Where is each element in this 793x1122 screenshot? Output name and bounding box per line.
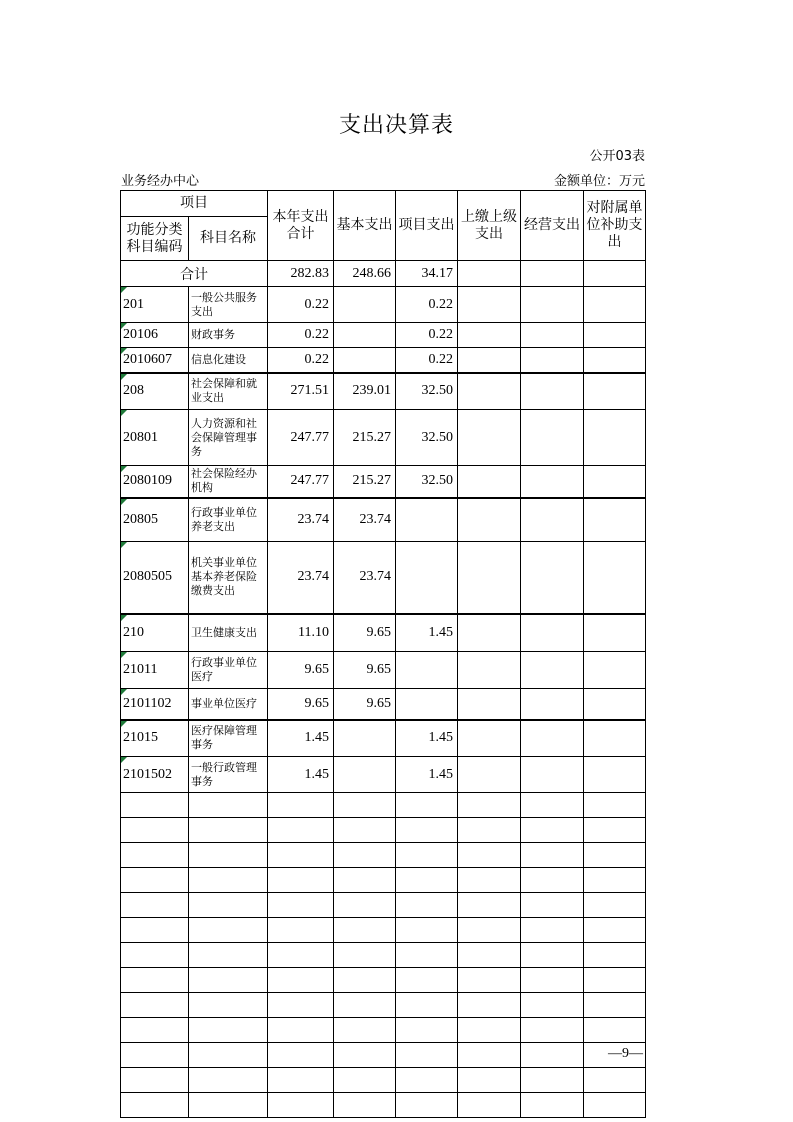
total-cell: 23.74 — [268, 498, 334, 542]
form-number: 公开03表 — [589, 149, 645, 164]
name-cell: 一般公共服务支出 — [189, 287, 268, 323]
subsidiary-cell — [584, 652, 646, 689]
empty-cell — [521, 968, 584, 993]
empty-cell — [334, 968, 396, 993]
empty-cell — [334, 993, 396, 1018]
empty-cell — [121, 868, 189, 893]
header-basic: 基本支出 — [334, 191, 396, 261]
business-cell — [521, 542, 584, 614]
subsidiary-cell — [584, 348, 646, 373]
empty-cell — [458, 943, 521, 968]
empty-cell — [521, 1093, 584, 1118]
table-row — [121, 323, 646, 348]
empty-cell — [121, 993, 189, 1018]
empty-cell — [458, 793, 521, 818]
empty-row — [121, 918, 646, 943]
empty-cell — [121, 818, 189, 843]
upper-cell — [458, 757, 521, 793]
project-cell: 1.45 — [396, 720, 458, 757]
upper-cell — [458, 689, 521, 720]
table-row — [121, 498, 646, 542]
upper-cell — [458, 287, 521, 323]
empty-cell — [521, 943, 584, 968]
empty-cell — [121, 843, 189, 868]
empty-cell — [189, 993, 268, 1018]
total-sum: 282.83 — [268, 261, 334, 287]
subsidiary-cell — [584, 466, 646, 498]
project-cell: 32.50 — [396, 410, 458, 466]
empty-cell — [268, 1093, 334, 1118]
empty-cell — [189, 868, 268, 893]
total-cell: 1.45 — [268, 720, 334, 757]
basic-cell — [334, 720, 396, 757]
empty-cell — [458, 1068, 521, 1093]
empty-cell — [189, 818, 268, 843]
amount-unit: 金额单位：万元 — [553, 174, 645, 189]
total-cell: 11.10 — [268, 614, 334, 652]
empty-row — [121, 1068, 646, 1093]
empty-cell — [458, 993, 521, 1018]
empty-cell — [396, 868, 458, 893]
empty-cell — [334, 843, 396, 868]
code-cell: 210 — [121, 614, 189, 652]
page-number: —9— — [608, 1046, 643, 1061]
basic-cell: 9.65 — [334, 614, 396, 652]
table-row — [121, 287, 646, 323]
project-cell: 0.22 — [396, 348, 458, 373]
empty-cell — [584, 918, 646, 943]
header-upper: 上缴上级支出 — [458, 191, 521, 261]
empty-cell — [521, 918, 584, 943]
total-business — [521, 261, 584, 287]
empty-cell — [396, 993, 458, 1018]
empty-cell — [121, 793, 189, 818]
empty-cell — [521, 1043, 584, 1068]
empty-cell — [396, 818, 458, 843]
upper-cell — [458, 466, 521, 498]
empty-cell — [458, 868, 521, 893]
upper-cell — [458, 323, 521, 348]
business-cell — [521, 373, 584, 410]
empty-cell — [521, 993, 584, 1018]
empty-cell — [268, 943, 334, 968]
empty-row — [121, 868, 646, 893]
subsidiary-cell — [584, 373, 646, 410]
empty-cell — [334, 943, 396, 968]
business-cell — [521, 689, 584, 720]
empty-cell — [584, 943, 646, 968]
empty-cell — [268, 818, 334, 843]
empty-cell — [396, 1018, 458, 1043]
empty-cell — [334, 818, 396, 843]
name-cell: 社会保障和就业支出 — [189, 373, 268, 410]
table-row — [121, 757, 646, 793]
empty-cell — [268, 1043, 334, 1068]
header-name: 科目名称 — [189, 217, 268, 261]
empty-cell — [458, 1043, 521, 1068]
empty-cell — [396, 1043, 458, 1068]
table-row — [121, 689, 646, 720]
basic-cell: 9.65 — [334, 652, 396, 689]
basic-cell: 215.27 — [334, 466, 396, 498]
name-cell: 事业单位医疗 — [189, 689, 268, 720]
empty-cell — [521, 818, 584, 843]
business-cell — [521, 652, 584, 689]
empty-cell — [121, 1018, 189, 1043]
code-cell: 2101502 — [121, 757, 189, 793]
code-cell: 21015 — [121, 720, 189, 757]
subsidiary-cell — [584, 689, 646, 720]
empty-row — [121, 843, 646, 868]
business-cell — [521, 614, 584, 652]
empty-cell — [268, 843, 334, 868]
total-cell: 0.22 — [268, 323, 334, 348]
empty-cell — [334, 918, 396, 943]
name-cell: 行政事业单位养老支出 — [189, 498, 268, 542]
code-cell: 201 — [121, 287, 189, 323]
empty-cell — [396, 793, 458, 818]
business-cell — [521, 498, 584, 542]
basic-cell — [334, 323, 396, 348]
empty-cell — [334, 1043, 396, 1068]
empty-cell — [334, 793, 396, 818]
name-cell: 机关事业单位基本养老保险缴费支出 — [189, 542, 268, 614]
code-cell: 2010607 — [121, 348, 189, 373]
project-cell: 0.22 — [396, 287, 458, 323]
empty-cell — [121, 1093, 189, 1118]
empty-cell — [334, 1068, 396, 1093]
empty-cell — [584, 1068, 646, 1093]
name-cell: 医疗保障管理事务 — [189, 720, 268, 757]
total-row — [121, 261, 646, 287]
empty-cell — [521, 1068, 584, 1093]
empty-cell — [521, 868, 584, 893]
subsidiary-cell — [584, 542, 646, 614]
empty-cell — [584, 1093, 646, 1118]
empty-cell — [189, 1018, 268, 1043]
basic-cell — [334, 757, 396, 793]
name-cell: 行政事业单位医疗 — [189, 652, 268, 689]
project-cell: 1.45 — [396, 614, 458, 652]
empty-cell — [268, 868, 334, 893]
table-row — [121, 466, 646, 498]
basic-cell: 9.65 — [334, 689, 396, 720]
empty-cell — [121, 968, 189, 993]
empty-cell — [584, 868, 646, 893]
header-subsidiary: 对附属单位补助支出 — [584, 191, 646, 261]
expenditure-table — [120, 190, 646, 1118]
total-subsidiary — [584, 261, 646, 287]
upper-cell — [458, 498, 521, 542]
header-business: 经营支出 — [521, 191, 584, 261]
organization-name: 业务经办中心 — [121, 174, 200, 189]
business-cell — [521, 348, 584, 373]
empty-row — [121, 943, 646, 968]
empty-cell — [521, 1018, 584, 1043]
name-cell: 一般行政管理事务 — [189, 757, 268, 793]
empty-cell — [121, 918, 189, 943]
code-cell: 20106 — [121, 323, 189, 348]
empty-cell — [396, 893, 458, 918]
empty-cell — [268, 1018, 334, 1043]
upper-cell — [458, 652, 521, 689]
table-row — [121, 373, 646, 410]
project-cell — [396, 689, 458, 720]
project-cell — [396, 542, 458, 614]
total-cell: 247.77 — [268, 410, 334, 466]
total-cell: 23.74 — [268, 542, 334, 614]
empty-cell — [268, 993, 334, 1018]
project-cell: 32.50 — [396, 466, 458, 498]
total-basic: 248.66 — [334, 261, 396, 287]
name-cell: 财政事务 — [189, 323, 268, 348]
business-cell — [521, 287, 584, 323]
code-cell: 20805 — [121, 498, 189, 542]
table-row — [121, 410, 646, 466]
empty-cell — [521, 793, 584, 818]
empty-row — [121, 793, 646, 818]
header-code: 功能分类科目编码 — [121, 217, 189, 261]
business-cell — [521, 410, 584, 466]
subsidiary-cell — [584, 287, 646, 323]
empty-cell — [189, 1043, 268, 1068]
total-cell: 1.45 — [268, 757, 334, 793]
empty-cell — [334, 893, 396, 918]
total-cell: 9.65 — [268, 689, 334, 720]
empty-cell — [189, 1093, 268, 1118]
empty-cell — [189, 918, 268, 943]
empty-cell — [334, 868, 396, 893]
empty-cell — [121, 1068, 189, 1093]
code-cell: 208 — [121, 373, 189, 410]
header-project: 项目 — [121, 191, 268, 217]
empty-cell — [334, 1018, 396, 1043]
empty-cell — [189, 893, 268, 918]
table-row — [121, 720, 646, 757]
upper-cell — [458, 542, 521, 614]
project-cell — [396, 652, 458, 689]
project-cell — [396, 498, 458, 542]
subsidiary-cell — [584, 410, 646, 466]
basic-cell — [334, 348, 396, 373]
total-cell: 247.77 — [268, 466, 334, 498]
empty-cell — [584, 843, 646, 868]
empty-row — [121, 1093, 646, 1118]
name-cell: 人力资源和社会保障管理事务 — [189, 410, 268, 466]
empty-row — [121, 1018, 646, 1043]
empty-cell — [458, 843, 521, 868]
empty-cell — [121, 893, 189, 918]
empty-cell — [584, 1018, 646, 1043]
page-title: 支出决算表 — [338, 113, 454, 138]
subsidiary-cell — [584, 614, 646, 652]
upper-cell — [458, 720, 521, 757]
project-cell: 0.22 — [396, 323, 458, 348]
empty-row — [121, 893, 646, 918]
empty-cell — [268, 1068, 334, 1093]
empty-cell — [189, 843, 268, 868]
basic-cell: 239.01 — [334, 373, 396, 410]
total-label: 合计 — [121, 261, 268, 287]
header-total: 本年支出合计 — [268, 191, 334, 261]
empty-cell — [458, 893, 521, 918]
empty-cell — [458, 968, 521, 993]
empty-cell — [334, 1093, 396, 1118]
header-project-expenditure: 项目支出 — [396, 191, 458, 261]
upper-cell — [458, 410, 521, 466]
empty-cell — [396, 968, 458, 993]
empty-cell — [396, 918, 458, 943]
code-cell: 2101102 — [121, 689, 189, 720]
empty-cell — [584, 818, 646, 843]
empty-cell — [396, 1068, 458, 1093]
total-cell: 0.22 — [268, 287, 334, 323]
total-cell: 0.22 — [268, 348, 334, 373]
upper-cell — [458, 348, 521, 373]
empty-cell — [584, 793, 646, 818]
subsidiary-cell — [584, 323, 646, 348]
subsidiary-cell — [584, 757, 646, 793]
total-project: 34.17 — [396, 261, 458, 287]
empty-cell — [396, 843, 458, 868]
name-cell: 社会保险经办机构 — [189, 466, 268, 498]
empty-cell — [584, 993, 646, 1018]
empty-row — [121, 968, 646, 993]
empty-cell — [458, 918, 521, 943]
total-cell: 9.65 — [268, 652, 334, 689]
basic-cell: 23.74 — [334, 498, 396, 542]
empty-cell — [458, 1018, 521, 1043]
table-row — [121, 348, 646, 373]
empty-cell — [458, 818, 521, 843]
code-cell: 2080109 — [121, 466, 189, 498]
empty-cell — [268, 968, 334, 993]
table-row — [121, 542, 646, 614]
basic-cell: 215.27 — [334, 410, 396, 466]
empty-cell — [521, 893, 584, 918]
total-upper — [458, 261, 521, 287]
code-cell: 20801 — [121, 410, 189, 466]
project-cell: 32.50 — [396, 373, 458, 410]
empty-row — [121, 818, 646, 843]
table-row — [121, 652, 646, 689]
empty-cell — [268, 918, 334, 943]
subsidiary-cell — [584, 720, 646, 757]
empty-cell — [458, 1093, 521, 1118]
subsidiary-cell — [584, 498, 646, 542]
business-cell — [521, 757, 584, 793]
empty-cell — [189, 968, 268, 993]
empty-cell — [396, 1093, 458, 1118]
empty-cell — [189, 1068, 268, 1093]
project-cell: 1.45 — [396, 757, 458, 793]
table-row — [121, 614, 646, 652]
empty-cell — [121, 1043, 189, 1068]
empty-row — [121, 1043, 646, 1068]
empty-cell — [268, 793, 334, 818]
empty-cell — [584, 893, 646, 918]
upper-cell — [458, 614, 521, 652]
total-cell: 271.51 — [268, 373, 334, 410]
name-cell: 卫生健康支出 — [189, 614, 268, 652]
business-cell — [521, 720, 584, 757]
empty-cell — [268, 893, 334, 918]
empty-cell — [396, 943, 458, 968]
code-cell: 21011 — [121, 652, 189, 689]
code-cell: 2080505 — [121, 542, 189, 614]
business-cell — [521, 323, 584, 348]
basic-cell — [334, 287, 396, 323]
basic-cell: 23.74 — [334, 542, 396, 614]
name-cell: 信息化建设 — [189, 348, 268, 373]
empty-cell — [521, 843, 584, 868]
empty-cell — [189, 943, 268, 968]
empty-cell — [121, 943, 189, 968]
business-cell — [521, 466, 584, 498]
empty-row — [121, 993, 646, 1018]
upper-cell — [458, 373, 521, 410]
empty-cell — [189, 793, 268, 818]
empty-cell — [584, 968, 646, 993]
